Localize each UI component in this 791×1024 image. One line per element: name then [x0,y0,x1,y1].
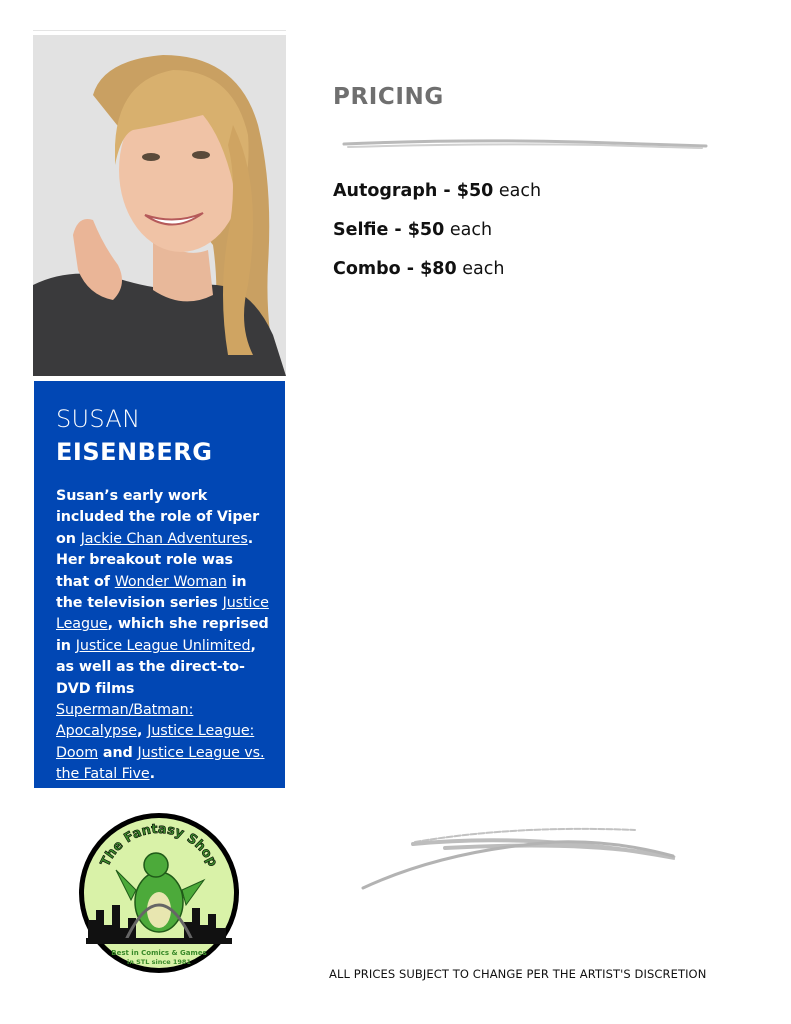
link-justice-league[interactable]: Justice League [56,595,269,633]
logo-name: The Fantasy Shop [97,821,221,870]
price-row-selfie [333,217,541,256]
bio-text-segment: and [98,744,138,761]
bio-text-segment: , [136,723,148,740]
logo-tagline-1: Best in Comics & Games [111,949,207,957]
portrait-photo [33,35,286,376]
link-justice-league-unlimited[interactable]: Justice League Unlimited [75,637,251,654]
brush-stroke-decoration [355,820,685,895]
price-row-combo [333,256,541,295]
price-list [333,178,541,295]
price-label: Selfie - $50 [333,220,445,240]
bio-text-segment: in the television series [56,573,247,612]
first-name: SUSAN [56,405,141,433]
price-label: Combo - $80 [333,259,457,279]
price-label: Autograph - $50 [333,181,494,201]
link-superman-batman-apocalypse[interactable]: Superman/Batman: Apocalypse [56,702,194,740]
link-justice-league-doom[interactable]: Justice League: Doom [56,723,255,761]
bio-text-segment: . [149,766,155,783]
portrait-illustration [33,35,286,376]
bio-text-segment: Susan’s early work included the role of Viper on [56,488,260,547]
price-suffix: each [498,181,542,201]
bio-panel [34,381,285,788]
link-wonder-woman[interactable]: Wonder Woman [114,573,227,590]
price-suffix: each [449,220,493,240]
price-suffix: each [462,259,505,279]
price-row-autograph [333,178,541,217]
logo-tagline-2: in STL since 1981 [127,958,191,966]
top-divider [33,30,286,31]
last-name: EISENBERG [56,438,213,466]
link-jackie-chan-adventures[interactable]: Jackie Chan Adventures [80,530,248,547]
pricing-title: PRICING [333,84,444,110]
fantasy-shop-logo [76,810,242,976]
bio-text-segment: . Her breakout role was that of [56,530,254,590]
bio-text [56,486,269,786]
brush-stroke-divider [340,136,710,154]
link-justice-league-vs-fatal-five[interactable]: Justice League vs. the Fatal Five [56,744,265,783]
bio-text-segment: , as well as the direct-to-DVD films [56,637,256,697]
bio-text-segment: , which she reprised in [56,616,269,654]
footer-disclaimer: ALL PRICES SUBJECT TO CHANGE PER THE ARTIST'S DISCRETION [329,967,707,981]
